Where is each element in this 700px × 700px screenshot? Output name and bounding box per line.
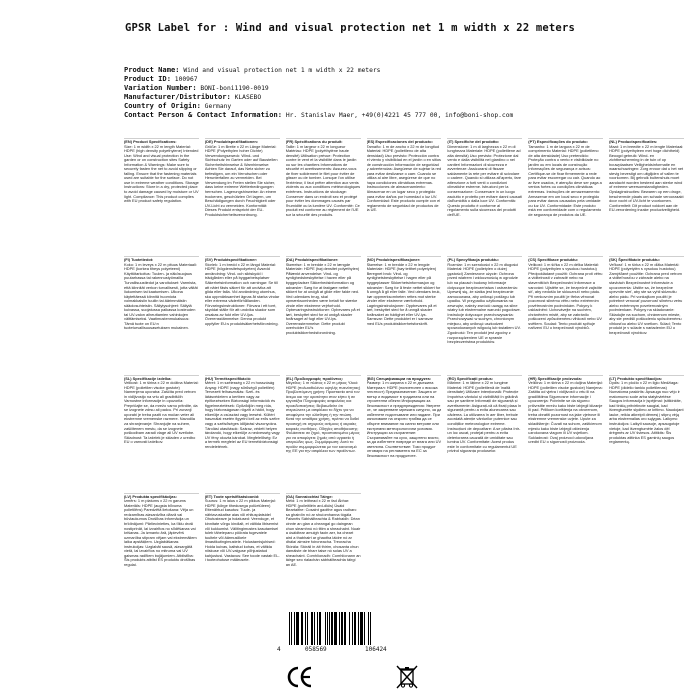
- barcode-digit-left: 4: [277, 646, 281, 653]
- spec-body: Velikost: 1 m širina x 22 m dolžina Material: HDPE (polietilen visoke gostote) Namenjena uporaba: Zaščita pred vetrom in vidljivostjo na vrtu ali gradbiščih Varnostne informacije in opozorila: Prepričajte se, da mrežo varno pritrdite, da se izognete zdrsu ali padcu. Pri zunanji uporabi je treba paziti na močan veter ali ekstremne vremenske razmere. Navodila za shranjevanje: Shranjujte na suhem, zaščitenem mestu, da se izognete poškodbam zaradi vlage ali UV svetlobe. Skladnost: Ta izdelek je skladen z uredbo EU o varnosti izdelkov.: [124, 380, 199, 445]
- spec-heading: (SV) Produktspecifikationer:: [204, 257, 258, 263]
- spec-section: [447, 375, 522, 487]
- country-label: Country of Origin:: [124, 102, 201, 111]
- spec-body: Tamaño: 1 m de ancho x 22 m de longitud Material: HDPE (polietileno de alta densidad) Uso previsto: Protección contra el viento y visibilidad en el jardín o en sitios de construcción Información de seguridad y advertencias: Asegúrese de sujetar la red para evitar deslizarse o caer. Cuando se utiliza al aire libre, asegúrese de que no haya condiciones climáticas extremas. Instrucciones de almacenamiento: Almacenar en un lugar seco y protegido para evitar daños por humedad o luz UV. Conformidad: Este producto cumple con el reglamento de seguridad de productos de la UE.: [366, 143, 442, 213]
- barcode-bar: [370, 612, 371, 645]
- specifications-grid: [124, 138, 684, 605]
- spec-heading: (DA) Produktspecifikationer:: [285, 257, 339, 263]
- spec-body: Koko: 1 m leveys x 22 m pituus Materiaali: HDPE (korkea tiheys polyeteeni) Käyttötarkoitus: Tuulen- ja näkösuojaus puutarhassa tai rakennustyömailla Turvallisuustiedot ja varoitukset: Varmista, että kiinnität verkon turvallisesti, jotta vältät liukumisen tai kaatumisen. Ulkona käytettäessä kiinnitä huomiota voimakkaisiin tuuliin tai äärimmäisiin sääolosuhteisiin. Säilytysohjeet: Säilytä kuivassa, suojatussa paikassa kosteuden tai UV-valon aiheuttamien vahinkojen välttämiseksi. Vaatimustenmukaisuus: Tämä tuote on EU:n tuoteturvallisuusasetuksen mukainen.: [124, 261, 198, 331]
- spec-section: [124, 256, 199, 368]
- product-name-label: Product Name:: [124, 66, 180, 74]
- product-name-value: Wind and visual protection net 1 m width x 22 meters: [183, 67, 381, 74]
- spec-body: Dydis: 1 m pločio x 22 m ilgio Medžiaga: HDPE (didelio tankio polietilenas) Numatoma paskirtis: Apsauga nuo vėjo ir matomumo sode arba statybvietėse Saugos informacija ir įspėjimai: Įsitikinkite, kad tinklą pritvirtinote saugiai, kad išvengtumėte slydimo ar kritimo. Naudojant lauke, reikia atkreipti dėmesį į stiprų vėją arba ekstremalias oro sąlygas. Laikymo instrukcijos: Laikyti sausoje, apsaugotoje vietoje, kad išvengtumėte žalos dėl drėgmės ar UV šviesos. Atitiktis: Šis produktas atitinka ES gaminių saugos reglamentą.: [609, 380, 684, 445]
- spec-body: Size: 1 m width x 22 m length Material: HDPE (high density polyethylene) Intended Use: Wind and visual protection in the garden or on construction sites Safety Information & Warnings: Make sure to securely fasten the net to avoid slipping or falling. Ensure that the fastening materials used are suitable for the surface. Do not use in extreme weather conditions. Storage Instructions: Store in a dry, protected place to avoid damage caused by moisture or UV light. Compliance: This product complies with EU product safety regulation.: [124, 143, 199, 204]
- spec-heading: (PL) Specyfikacja produktu:: [447, 257, 499, 263]
- spec-body: Rozmiar: 1 m szerokości x 22 m długości Materiał: HDPE (polietylen o dużej gęstości) Zamierzone użycie: Ochrona przed wiatrem i widocznością w ogrodzie lub na placach budowy Informacje dotyczące bezpieczeństwa i ostrzeżenia: Upewnij się, że siatka jest bezpiecznie zamocowana, aby uniknąć poślizgu lub upadku. W przypadku użytkowania na zewnątrz, należy zwrócić uwagę na silne wiatry lub ekstremalne warunki pogodowe. Instrukcje dotyczące przechowywania: Przechowywać w suchym, chronionym miejscu, aby uniknąć uszkodzeń spowodowanych wilgocią lub światłem UV. Zgodność: Ten produkt jest zgodny z rozporządzeniem UE w sprawie bezpieczeństwa produktów.: [447, 261, 521, 345]
- spec-body: Méid: 1 m leithead x 22 m fad Ábhar: HDPE (poileitiléin ard-dlúis) Úsáid Beartaithe: Cosaint gaoithe agus radharc sa ghairdín nó ar shuíomhanna tógála Faisnéis Sábháilteachta & Rabhaidh: Déan cinnte an glan a cheangal go daingean chun sleamhnú nó titim a sheachaint. Nuair a úsáidtear amuigh faoin aer, ba cheart aird a thabhairt ar ghaotha láidre nó ar dhálaí aimsire foircneacha. Treoracha Stórála: Stóráil in áit thirim, chosanta chun damáiste de bharr taise nó solas UV a sheachaint. Comhlíonadh: Comhlíonann an táirge seo rialachán sábháilteachta táirgí an AE.: [285, 498, 361, 567]
- spec-section: [124, 375, 199, 487]
- manufacturer-row: [124, 93, 684, 102]
- barcode-bars: [289, 612, 415, 645]
- spec-heading: (ET) Toote spetsifikatsioonid:: [204, 493, 260, 499]
- spec-heading: (EL) Προδιαγραφές προϊόντος:: [285, 375, 344, 381]
- spec-body: Размер: 1 m ширина x 22 m дължина Материал: HDPE (полиетилен с висока плътност) Предназначение: Защита от вятър и видимост в градината или на строителни обекти Информация за безопасност и предупреждения: Уверете се, че закрепвате мрежата сигурно, за да избегнете подхлъзване или падане. При използване на открито трябва да се обърне внимание на силни ветрове или екстремни метеорологични условия. Инструкции за съхранение: Съхранявайте на сухо, защитено място, за да избегнете повреди от влага или UV светлина. Съответствие: Този продукт отговаря на регламента на ЕС за безопасност на продуктите.: [366, 380, 442, 458]
- spec-body: Izmērs: 1 m platums x 22 m garums Materiāls: HDPE (augsta blīvuma polietilēns) Paredzētā lietošana: Vēja un redzamības aizsardzība dārzā vai būvlaukumos Drošības informācija un brīdinājumi: Pārliecinieties, ka tīklu droši nostiprināt, lai izvairītos no slīdēšanas vai krišanas. Ja izmanto ārā, jāpievērš uzmanība stipram vējam vai ekstremāliem laika apstākļiem. Uzglabāšanas instrukcijas: Uzglabāt sausā, aizsargātā vietā, lai izvairītos no mitruma vai UV gaismas radītiem bojājumiem. Atbilstība: Šis produkts atbilst ES produktu drošības regulai.: [124, 498, 197, 567]
- spec-heading: (HR) Specifikacije proizvoda:: [528, 375, 582, 381]
- spec-body: Veľkosť: 1 m šírka x 22 m dĺžka Materiál: HDPE (polyetylén s vysokou hustotou) Zamýšľané použitie: Ochrana pred vetrom a viditeľnosťou v záhrade alebo na stavbách Bezpečnostné informácie a upozornenia: Uistite sa, že bezpečne upevníte sieť, aby ste sa vyhli skĺznutiu alebo pádu. Pri vonkajšom použití je potrebné venovať pozornosť silnému vetru alebo extrémnym poveternostným podmienkam. Pokyny na skladovanie: Skladujte na suchom, chránenom mieste, aby ste predišli poškodeniu spôsobenému vlhkosťou alebo UV svetlom. Súlad: Tento produkt je v súlade s nariadením EÚ o bezpečnosti výrobkov.: [609, 261, 683, 335]
- country-row: [124, 102, 684, 111]
- spec-section: [367, 375, 442, 487]
- product-info: [124, 66, 684, 121]
- product-id-label: Product ID:: [124, 75, 171, 84]
- spec-heading: (SK) Špecifikácie produktu:: [609, 257, 660, 263]
- spec-body: Dimensione: 1 m di larghezza x 22 m di lunghezza Materiale: HDPE (polietilene ad alta densità) Uso previsto: Protezione dal vento e dalla visibilità nel giardino o nei cantieri Informazioni di sicurezza e avvertenze: Assicurarsi di fissare saldamente la rete per evitare di scivolare o cadere. Quando si utilizza all'aperto, fare attenzione a forti venti o condizioni climatiche estreme. Istruzioni per la conservazione: Conservare in un luogo asciutto e protetto per evitare danni causati dall'umidità o dalla luce UV. Conformità: Questo prodotto è conforme al regolamento sulla sicurezza dei prodotti dell'UE.: [447, 143, 522, 217]
- spec-body: Velikost: 1 m šířka x 22 m délka Materiál: HDPE (polyethylen s vysokou hustotou) Předpokládané použití: Ochrana proti větru a viditelnosti v zahradě nebo na staveništích Bezpečnostní informace a varování: Ujistěte se, že bezpečně zajistíte síť, aby nedošlo ke sklouznutí nebo pádu. Při venkovním použití je třeba věnovat pozornost silnému větru nebo extrémním povětrnostním podmínkám. Pokyny k uskladnění: Uchovávejte na suchém, chráněném místě, aby se zabránilo poškození způsobenému vlhkostí nebo UV světlem. Soulad: Tento produkt splňuje nařízení EU o bezpečnosti výrobků.: [528, 261, 603, 331]
- ce-mark-icon: [286, 666, 314, 688]
- manufacturer-label: Manufacturer/Distributor:: [124, 93, 231, 102]
- country-value: Germany: [204, 103, 232, 111]
- spec-body: Storlek: 1 m bredd x 22 m längd Material: HDPE (högdensitetspolyeten) Avsedd användning: Vind- och siktskydd i trädgården eller på byggarbetsplatser Säkerhetsinformation och varningar: Se till att nätet fästs säkert för att undvika att glida eller falla. Vid användning utomhus, ska uppmärksamhet ägnas åt starka vindar eller extrema väderförhållanden. Förvaringsinstruktioner: Förvara i ett torrt, skyddat ställe för att undvika skador som orsakas av fukt eller UV-ljus. Överensstämmelse: Denna produkt uppfyller EU:s produktsäkerhetsförordning.: [204, 261, 280, 326]
- spec-body: Größe: 1 m Breite x 22 m Länge Material: HDPE (Polyethylen hoher Dichte) Verwendungszweck: Wind- und Sichtschutz im Garten oder auf Baustellen Sicherheitshinweise & Warnhinweise: Achten Sie darauf, das Netz sicher zu befestigen, um ein Verrutschen oder Herunterfallen zu vermeiden. Bei Verwendung im Freien stellen Sie sicher, dass keine extreme Wetterbedingungen herrschen. Lagerungshinweise: An einem trockenen, geschützten Ort lagern, um Beschädigungen durch Feuchtigkeit oder UV-Licht zu vermeiden. Konformität: Dieses Produkt entspricht der EU-Produktsicherheitsverordnung.: [204, 143, 278, 217]
- spec-section: [205, 493, 280, 605]
- spec-body: Maat: 1 m breedte x 22 m lengte Materiaal: HDPE (polyethyleen met hoge dichtheid) Beoogd gebruik: Wind- en zichtbescherming in de tuin of op bouwplaatsen Veiligheidsinformatie en waarschuwingen: Zorg ervoor dat u het net stevig bevestigt om uitglijden of vallen te voorkomen. Bij gebruik buitenshuis moet aandacht worden besteed aan sterke wind of extreme weersomstandigheden. Opslaginstructies: Bewaren op een droge, beschermde plaats om schade veroorzaakt door vocht of UV-licht te voorkomen. Conformiteit: Dit product voldoet aan de EU-verordening inzake productveiligheid.: [609, 143, 684, 213]
- spec-section: [286, 138, 361, 250]
- variation-number-row: [124, 84, 684, 93]
- barcode-digits-mid: 058569: [305, 646, 327, 653]
- spec-section: [447, 138, 522, 250]
- spec-heading: (NL) Productspecificaties:: [609, 139, 658, 144]
- spec-heading: (IT) Specifiche del prodotto:: [447, 139, 500, 144]
- spec-body: Størrelse: 1 m bredde x 22 m længde Materiale: HDPE (høj densitet polyethylen) Påtænkt anvendelse: Vind- og synlighedsbeskyttelse i haven eller på byggepladser Sikkerhedsinformation og advarsler: Sørg for at fastgøre nettet sikkert for at undgå at glide eller falde ned. Ved udendørs brug, skal opmærksomheden være betalt for stærke vinde eller ekstreme vejrforhold. Opbevaringsinstruktioner: Opbevares på et tørt, beskyttet sted for at undgå skader forårsaget af fugt eller UV-lys. Overensstemmelse: Dette produkt overholder EU's produktsikkerhedsforordning.: [285, 261, 360, 335]
- manufacturer-value: KLASEBO: [234, 94, 262, 102]
- spec-heading: (PT) Especificações do produto:: [528, 139, 588, 144]
- spec-heading: (CS) Specifikace produktu:: [528, 257, 579, 263]
- spec-section: [528, 375, 603, 487]
- spec-section: [447, 256, 522, 368]
- variation-number-value: BONI-boni1190-0019: [200, 85, 269, 93]
- spec-heading: (ES) Especificaciones del producto:: [366, 139, 433, 144]
- spec-section: [528, 256, 603, 368]
- spec-section: [124, 138, 199, 250]
- spec-body: Mărime: 1 m lățime x 22 m lungime Material: HDPE (polietilenă de înaltă densitate) Utilizare intenționată: Protecție împotriva vântului și vizibilității în grădină sau pe șantiere Informații de siguranță și avertismente: Asigurați-vă că fixați plasa în siguranță pentru a evita alunecarea sau căderea. La utilizarea în aer liber, trebuie acordată atenție vânturilor puternice sau condițiilor meteorologice extreme. Instrucțiuni de depozitare: A se păstra într-un loc uscat, protejat pentru a evita deteriorarea cauzată de umiditate sau lumina UV. Conformitate: Acest produs este în conformitate cu regulamentul UE privind siguranța produselor.: [447, 380, 522, 454]
- spec-heading: (FR) Spécifications du produit:: [285, 139, 343, 144]
- spec-heading: (LT) Produkto specifikacijos:: [609, 375, 663, 381]
- product-name-row: [124, 66, 684, 75]
- spec-heading: (SL) Specifikacije izdelka:: [124, 375, 172, 381]
- spec-section: [609, 256, 684, 368]
- spec-section: [286, 256, 361, 368]
- spec-body: Veličina: 1 m širina x 22 m duljina Materijal: HDPE (polietilen visoke gustoće) Namjena: Zaštita od vjetra i vidljivosti u vrtu ili na gradilištima Sigurnosne informacije i upozorenja: Pobrinite se da sigurno pričvrstite mrežu kako biste izbjegli klizanje ili pad. Prilikom korištenja na otvorenom, treba obratiti pozornost na jake vjetrove ili ekstremne vremenske uvjete. Upute za skladištenje: Čuvati na suhom, zaštićenom mjestu kako biste izbjegli oštećenja uzrokovana vlagom ili UV svjetlom. Sukladnost: Ovaj proizvod udovoljava uredbi EU o sigurnosti proizvoda.: [528, 380, 603, 445]
- spec-body: Méret: 1 m szélesség x 22 m hosszúság Anyag: HDPE (nagy sűrűségű polietilén) Tervezett felhasználás: Szél- és látásvédelem a kertben vagy az építkezéseken Biztonsági információk és figyelmeztetések: Győződjön meg róla, hogy biztonságosan rögzíti a hálót, hogy elkerülje a csúszást vagy leesést. Kültéri használat esetén figyelni kell az erős szélre vagy a szélsőséges időjárási viszonyokra. Tárolási utasítások: Száraz, védett helyen tárolandó, hogy elkerülje a nedvesség vagy UV fény okozta károkat. Megfelelőség: Ez a termék megfelel az EU termékbiztonsági rendeletének.: [204, 380, 280, 449]
- spec-heading: (GA) Sonraíochtaí Táirge:: [285, 493, 333, 499]
- spec-section: [205, 138, 280, 250]
- spec-heading: (RO) Specificații produs:: [447, 375, 494, 381]
- spec-body: Tamanho: 1 m de largura x 22 m de comprimento Material: HDPE (polietileno de alta densidade) Uso pretendido: Proteção contra o vento e visibilidade no jardim ou em locais de construção Informações de segurança e avisos: Certifique-se de fixar firmemente a rede para evitar escorregar ou cair. Quando ao ar livre usados, é atenção deve ser paga a ventos fortes ou condições climáticas extremas. Instruções de armazenamento: Armazenar em um local seco e protegido para evitar danos causados pela umidade ou luz UV. Conformidade: Este produto está em conformidade com o regulamento de segurança de produtos da UE.: [528, 143, 602, 217]
- spec-heading: (DE) Produktspezifikationen:: [204, 139, 259, 144]
- spec-section: [367, 256, 442, 368]
- barcode-digits-right: 106424: [365, 646, 387, 653]
- product-id-row: [124, 75, 684, 84]
- variation-number-label: Variation Number:: [124, 84, 197, 93]
- spec-section: [528, 138, 603, 250]
- spec-section: [609, 138, 684, 250]
- spec-heading: (BG) Спецификации на продукта:: [366, 375, 431, 381]
- spec-body: Μέγεθος: 1 m πλάτος x 22 m μήκος Υλικό: HDPE (πολυαιθυλένιο υψηλής πυκνότητας) Προβλεπόμενη χρήση: Προστασία από τον άνεμο και την ορατότητα στον κήπο ή σε εργοτάξια Πληροφορίες ασφαλείας και προειδοποιήσεις: Βεβαιωθείτε ότι στερεώνετε με ασφάλεια το δίχτυ για να αποφύγετε την ολίσθηση ή την πτώση. Κατά την υπαίθρια χρήση, πρέπει να δοθεί προσοχή σε ισχυρούς ανέμους ή ακραίες καιρικές συνθήκες. Οδηγίες αποθήκευσης: Φυλάσσετε σε ξηρό, προστατευμένο μέρος για να αποφύγετε ζημιές από υγρασία ή υπεριώδες φως. Συμμόρφωση: Αυτό το προϊόν συμμορφώνεται με τον κανονισμό της ΕΕ για την ασφάλεια των προϊόντων.: [285, 380, 361, 454]
- ean-barcode: [277, 612, 419, 662]
- spec-heading: (FI) Tuotetiedot:: [124, 257, 154, 263]
- spec-heading: (EN) Product Specifications:: [124, 139, 177, 144]
- contact-row: [124, 111, 684, 120]
- label-title: GPSR Label for : Wind and visual protection net 1 m width x 22 meters: [125, 22, 575, 34]
- contact-label: Contact Person & Contact Information:: [124, 111, 283, 120]
- weee-crossed-bin-icon: [395, 664, 419, 690]
- spec-heading: (LV) Produkta specifikācijas:: [124, 493, 177, 499]
- spec-section: [286, 375, 361, 487]
- spec-body: Suurus: 1 m laius x 22 m pikkus Materjal: HDPE (kõrge tihedusega polüetüleen) Ettenähtud kasutus: Tuule- ja nähtavuskaitse aias või ehitusplatsidel Ohutusteave ja hoiatused: Veenduge, et kinnitate võrgu kindlalt, et vältida libisemist või kukkumist. Välitingimustes kasutamisel tuleb tähelepanu pöörata tugevatele tuultele või äärmuslikele ilmastikutingimustele. Hoiustamisjuhised: Hoida kuivas, kaitstud kohas, et vältida niiskuse või UV-valguse põhjustatud kahjustusi. Vastavus: See toode vastab EL-i tooteohutuse määrusele.: [204, 498, 280, 563]
- spec-section: [367, 138, 442, 250]
- spec-section: [205, 256, 280, 368]
- product-id-value: 100967: [174, 76, 198, 84]
- spec-section: [124, 493, 199, 605]
- spec-heading: (NO) Produktspesifikasjoner:: [366, 257, 421, 263]
- spec-body: Taille: 1 m largeur x 22 m longueur Matériau: HDPE (polyéthylène haute densité) Utilisation prévue: Protection contre le vent et la visibilité dans le jardin ou sur les chantiers Informations de sécurité et avertissements: Assurez-vous de fixer solidement le filet pour éviter de glisser ou de tomber. Lorsque l'on utilise l'extérieur, il faut prêter attention aux vents violents ou aux conditions météorologiques extrêmes. Instructions de stockage: Conserver dans un endroit sec et protégé pour éviter les dommages causés par l'humidité ou la lumière UV. Conformité: Ce produit est conforme au règlement de l'UE sur la sécurité des produits.: [285, 143, 361, 217]
- contact-value: Hr. Stanislav Maer, +49(0)4221 45 777 00, info@boni-shop.com: [285, 112, 514, 120]
- spec-section: [205, 375, 280, 487]
- spec-section: [286, 493, 361, 605]
- spec-section: [609, 375, 684, 487]
- spec-heading: (HU) Termékspecifikáció:: [204, 375, 252, 381]
- spec-body: Størrelse: 1 m bredde x 22 m lengde Materiale: HDPE (høy tetthet polyetylen) Beregnet bruk: Vind- og synlighetsbeskyttelse i hagen eller på byggeplasser Sikkerhetsinformasjon og advarsler: Sørg for å feste nettet sikkert for å unngå å gli eller falle. Ved utendørs bruk, bør oppmerksomheten rettes mot sterke vinder eller ekstreme værforhold. Lagringsinstruksjoner: Oppbevares på et tørt, beskyttet sted for å unngå skader forårsaket av fuktighet eller UV-lys. Samsvar: Dette produktet er i samsvar med EUs produktsikkerhetsforskrift.: [366, 261, 441, 326]
